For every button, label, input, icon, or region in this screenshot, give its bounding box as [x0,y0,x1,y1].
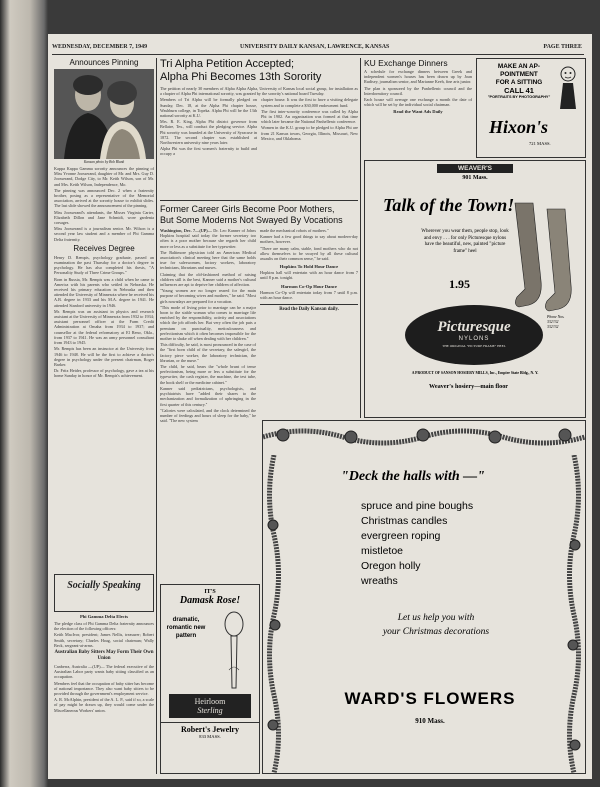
tri-alpha-headline-1: Tri Alpha Petition Accepted; [160,58,295,70]
wards-item-wreaths: wreaths [361,575,398,587]
hixon-appointment-text [483,63,555,100]
photo-caption: Kansan photo by Bob Blank [83,160,125,164]
couple-photo [54,69,154,159]
sterling-label: Sterling [197,706,223,715]
phone-2: 332?32 [547,325,559,329]
degree-text: Henry D. Rempis, psychology graduate, passed an examination the past Thursday for a doctor's degree in psychology. He has also completed his thesis, "A Personality Study of Three Crime Groups." [54,254,154,276]
roberts-address: 833 MASS. [199,734,221,739]
hopkins-heading: Hopkins To Hold Hour Dance [279,264,339,270]
tri-alpha-text-6: Women in the K.U. group to be pledged to Alpha Phi are from 21 Kansas towns, Georgia, Illinois, Missouri, New Mexico, and Oklahoma. [261,125,358,141]
hixon-address: 721 MASS. [529,141,551,146]
column-pinning [54,58,154,568]
picturesque-brand: Picturesque [437,319,511,335]
column-rule-2 [360,58,361,418]
roberts-brand: Damask Rose! [179,595,241,606]
holly-garland-left [263,455,285,773]
career-text-5: This difficulty, he said, is most pronounced in the case of the "first born child of the secretary, the salesgirl, the factory piece worker, the laboratory technician, the librarian, or the nurse." [160,342,256,363]
wards-headline: "Deck the halls with —" [341,469,485,484]
career-headline-2: But Some Moderns Not Swayed By Vocations [160,215,343,225]
wards-help [351,611,521,639]
exchange-text-2: The plan is sponsored by the Panhellenic council and the Interdormitory council. [364,85,472,96]
pinning-text-2: The pinning was announced Dec. 2 when a fraternity brother, posing as a representative of the Memorial association, arrived at the sorority house to exhibit slides. The last slide showed the announcement of the pinning. [54,187,154,209]
weavers-logo: WEAVER'S [437,164,513,173]
wards-items [361,499,473,589]
roberts-its: IT'S [204,589,216,595]
book-binding [0,0,48,787]
career-text-6: The child, he said, bears the "whole brunt of tense perfectionism, being more or less a substitute for the typewriter, the cash register, the machine, the test tube, the book shelf or the medicine cabinet." [160,364,256,385]
column-rule-1 [156,58,157,774]
pinning-text: Kappa Kappa Gamma sorority announces the pinning of Miss Yvonne Joosserand, daughter of Mr. and Mrs. Guy D. Joosserand, Dodge City, to Mr. Keith Wilson, son of Mr. and Mrs. Keith Wilson, Independence, Mo. [54,166,154,187]
tri-alpha-text-2: Mrs. R. E. King, Alpha Phi district governor from Bellaire, Tex., will conduct the pledging service. Alpha Phi sorority was founded at the University of Syracuse in 1872. The second chapter was established at Northwestern university nine years later. [160,119,257,146]
tri-alpha-headline-2: Alpha Phi Becomes 13th Sorority [160,71,322,83]
picturesque-sub: NYLONS [458,336,490,342]
degree-text-2: Born in Russia, Mr. Rempis was a child when he came to America with his parents who settled in Nebraska. He received his primary education in Nebraska and then attended the University of Minnesota where he received his A.B. degree in 1933 and his M.A. degree in 1941. He attended Stanford university in 1946. [54,276,154,308]
career-dateline: Washington, Dec. 7—(UP)— [160,228,212,233]
ad-weavers [364,160,586,418]
story-rule [160,200,358,201]
tri-alpha-text: Members of Tri Alpha will be formally pledged on Sunday, Dec. 18, at the Alpha Phi chapter house, Washburn college, in Topeka. Alpha Phi will be the 13th national sorority at K.U. [160,97,257,119]
column-socially [54,574,154,774]
stockings-illustration [511,201,579,319]
page-header [52,44,584,54]
socially-box [54,574,154,612]
wards-item-mistletoe: mistletoe [361,545,404,557]
wards-help-2: your Christmas decorations [382,627,490,637]
career-text-8: "Calories were calculated, and the clock determined the number of feedings and hours of sleep for the baby," he said. "The new system [160,407,256,424]
babysitter-text-3: A. R. McAlphin, president of the A. L. P., said if so, a scale of pay might be drawn up, they would come under the Miscellaneous Workers' union. [54,697,154,713]
header-page: PAGE THREE [543,44,582,50]
wards-item-candles: Christmas candles [361,515,448,527]
socially-heading: Socially Speaking [67,580,141,591]
career-col2-text: made the mechanical robots of mothers." [260,228,329,233]
phone-1: 332?32 [547,320,559,324]
roberts-text: dramatic, romantic new pattern [166,617,206,639]
holly-garland-right [563,455,585,773]
phigam-heading: Phi Gamma Delta Elects [79,614,129,619]
degree-text-3: Mr. Rempis was an assistant in physics and research assistant at the University of Minnesota from 1932 to 1934; assistant personnel officer at the Farm Credit Administration at Omaha from 1934 to 1937; and counsellor at the federal reformatory at El Reno, Okla., from 1937 to 1941. He was an army personnel consultant from 1943 to 1945. [54,308,154,346]
exchange-text: A schedule for exchange dinners between Greek and independent women's houses has been drawn up by Joan Rudisey, journalism senior, and Marianne Keeh, fine arts junior. [364,69,472,85]
tri-alpha-text-3: Alpha Phi was the first women's fraternity to build and occupy a [160,146,257,157]
hixon-line-3: FOR A SITTING [495,79,543,86]
career-headline-1: Former Career Girls Become Poor Mothers, [160,204,335,214]
harmon-heading: Harmon Co-Op Hour Dance [281,283,337,289]
holly-garland [263,421,585,455]
header-date: WEDNESDAY, DECEMBER 7, 1949 [52,44,148,50]
tri-alpha-text-4: chapter house. It was the first to have a visiting delegate system and to complete a $30,000 endowment fund. [261,97,358,108]
exchange-text-3: Each house will average one exchange a month the date of which will be set by the individual social chairman. [364,97,472,108]
babysitter-heading: Australian Baby Sitters May Form Their Own Union [54,650,154,662]
weavers-maker-line: A PRODUCT OF SANSON HOSIERY MILLS, Inc., Empire State Bldg., N. Y. [411,371,539,375]
story-exchange-dinners [364,58,472,158]
pinning-text-4: Miss Joosserand is a journalism senior. Mr. Wilson is a second year law student and a member of Phi Gamma Delta fraternity. [54,226,154,242]
heirloom-label: Heirloom [194,697,226,706]
phones-label: Phone Nos. [547,315,565,319]
phigam-text: The pledge class of Phi Gamma Delta fraternity announces the election of the following officers: [54,621,154,632]
hixon-logo: Hixon's [489,117,549,137]
career-text-4: "This mode of living prior to marriage can be a major boon to the stable woman who comes to marriage life enriched by the responsibility, activity and associations which the job affords her. But very often the job puts a premium on punctuality, meticulousness and perfectionism which it often becomes impossible for the mother to shake off when dealing with her children." [160,304,256,342]
pinning-heading: Announces Pinning [69,58,139,67]
career-text-7: Kanner said pediatricians, psychologists, and psychiatrists have "added their shares to the mechanization and formalization of upbringing in the first quarter of this century." [160,385,256,407]
wards-address: 910 Mass. [415,717,445,725]
story-tri-alpha [160,58,358,198]
tri-alpha-text-5: The first inter-sorority conference was called by Alpha Phi in 1902. An organization was formed at that time which later became the National Panhellenic conference. [261,108,358,125]
picturesque-tag: THE ORIGINAL "PICTURE FRAME" HEEL [442,344,506,348]
career-text: The Baltimore physician told an American Medical association's clinical meeting here that the same holds true for saleswomen, factory workers, laboratory technicians, librarians and nurses. [160,249,256,271]
wards-name: WARD'S FLOWERS [344,689,516,708]
pinning-text-3: Miss Joosserand's attendants, the Misses Virginia Carter, Elizabeth Dillon and Jane Schmidt, wore gardenia corsages. [54,209,154,226]
tri-alpha-lead: The petition of nearly 30 members of Alpha Alpha Alpha, University of Kansas local social group, for installation as a chapter of Alpha Phi international sorority, was granted by the sorority's national board Tuesday. [160,86,358,97]
want-ads-note: Read the Want Ads Daily [393,109,443,115]
degree-heading: Receives Degree [73,243,135,253]
degree-text-4: Mr. Rempis has been an instructor at the University from 1946 to 1948. He will be the first to achieve a doctor's degree in psychology under the present chairman, Roger Barker. [54,346,154,367]
weavers-headline: Talk of the Town! [383,195,515,215]
ad-roberts-jewelry [160,584,260,774]
babysitter-text: Canberra, Australia —(UP)— The federal executive of the Australian Labor party wants baby sitting classified as an occupation. [54,664,154,680]
newspaper-page [48,34,592,779]
weavers-phones [547,315,565,330]
career-col2-text-2: Kanner had a few good things to say about modern-day mothers, however. [260,234,358,245]
harmon-text: Harmon Co-Op will entertain today from 7 until 8 p.m. with an hour dance. [260,289,358,300]
weavers-price: 1.95 [449,277,470,291]
read-kansan-note: Read the Daily Kansan daily. [260,304,358,312]
weavers-footer: Weaver's hosiery—main floor [429,383,509,390]
picturesque-logo [405,305,543,365]
wards-item-spruce: spruce and pine boughs [361,500,474,512]
header-rule [52,54,584,55]
hopkins-text: Hopkins hall will entertain with an hour dance from 7 until 8 p.m. tonight. [260,270,358,281]
heirloom-badge [169,694,251,718]
babysitter-text-2: Members feel that the occupation of baby sitter has become of national importance. They also want baby sitters to be provided through the government's employment service. [54,680,154,697]
wards-help-1: Let us help you with [397,613,475,623]
cartoon-figure [555,65,581,111]
wards-item-holly: Oregon holly [361,560,421,572]
hixon-call: CALL 41 [504,86,534,95]
career-lead: Dr. Leo Kanner of Johns Hopkins hospital said today the former secretary too often is a poor mother because she regards her child more or less as a substitute for her typewriter. [160,228,256,249]
degree-text-5: Dr. Fritz Heider, professor of psychology, gave a tea at his home Sunday in honor of Mr. Rempis's achievement. [54,368,154,379]
ad-hixons [476,58,586,158]
wards-item-roping: evergreen roping [361,530,441,542]
weavers-address: 901 Mass. [462,175,488,181]
career-text-3: "Young women are no longer reared for the main purpose of becoming wives and mothers," he said. "Most girls nowadays are prepared for a vocation. [160,288,256,304]
hixon-tagline: "PORTRAITS BY PHOTOGRAPHY" [487,95,551,99]
career-text-2: Claiming that the old-fashioned method of raising children still is the best, Kanner said a mother's cultural influences are apt to deprive her children of affection. [160,271,256,288]
hixon-line-2: POINTMENT [500,71,538,78]
spoon-illustration [211,610,257,690]
hixon-line-1: MAKE AN AP- [497,63,541,70]
roberts-store-name: Robert's Jewelry [161,722,259,734]
exchange-headline: KU Exchange Dinners [364,58,448,68]
weavers-text: Wherever you wear them, people stop, look and envy . . . for only Picturesque nylons have the beautiful, new, painted "picture frame" heel [421,229,509,254]
ad-wards-flowers [262,420,586,774]
header-paper: UNIVERSITY DAILY KANSAN, LAWRENCE, KANSAS [240,44,390,50]
phigam-text-2: Keith MacIvor, president; James Nellis, treasurer; Robert Smith, secretary; Charles Hoag, social chairman; Wally Beck, sergeant-at-arms. [54,632,154,648]
career-col2-text-3: "There are many calm, stable, fond mothers who do not allow themselves to be swayed by all these cultural assaults on their common sense," he said. [260,245,358,262]
